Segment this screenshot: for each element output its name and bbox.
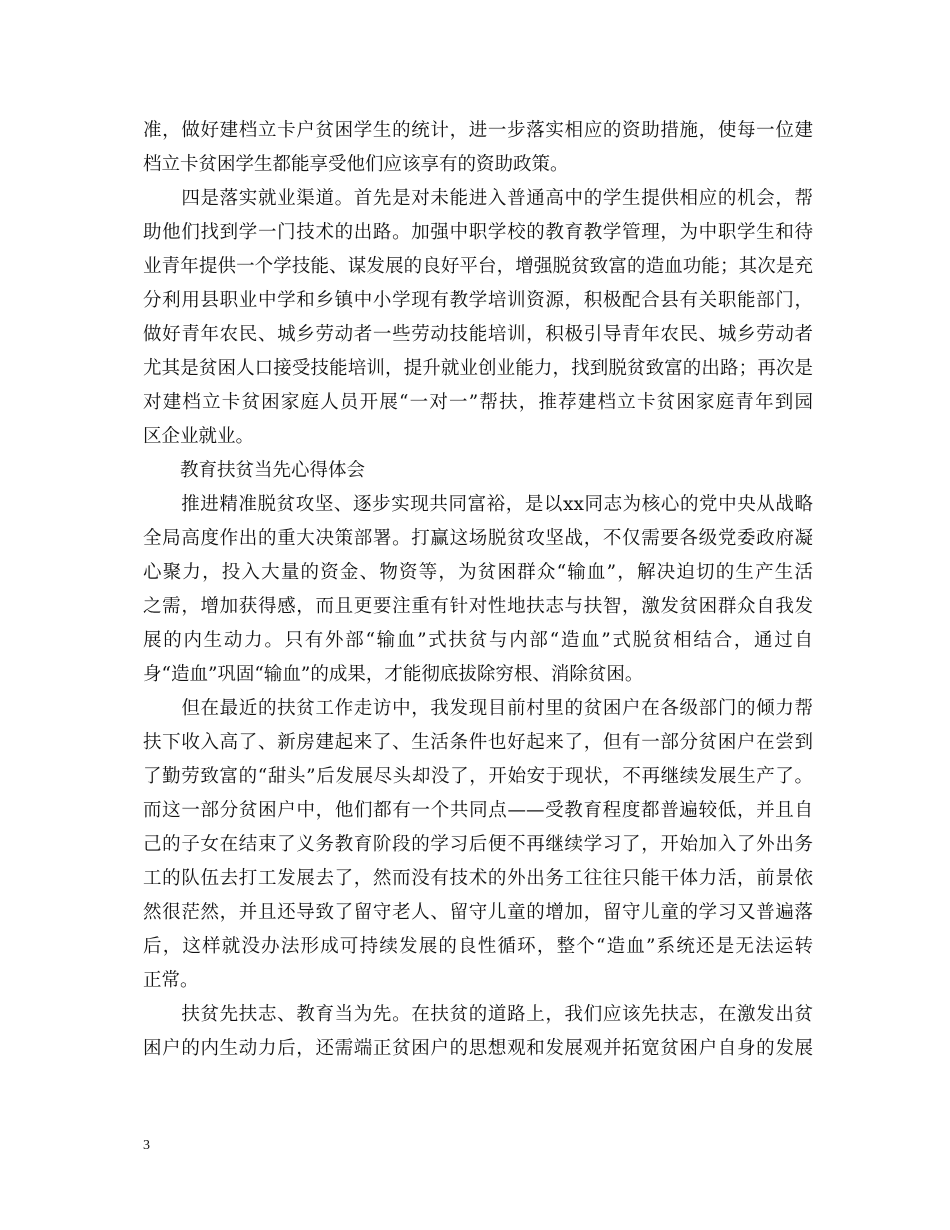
text-line: 扶贫先扶志、教育当为先。在扶贫的道路上，我们应该先扶志，在激发出贫 — [143, 1004, 813, 1025]
page-number: 3 — [143, 1138, 150, 1153]
text-line: 而这一部分贫困户中，他们都有一个共同点——受教育程度都普遍较低，并且自 — [143, 800, 813, 821]
text-line: 区企业就业。 — [143, 426, 255, 447]
text-line: 工的队伍去打工发展去了，然而没有技术的外出务工往往只能干体力活，前景依 — [143, 868, 813, 889]
text-line: 展的内生动力。只有外部“输血”式扶贫与内部“造血”式脱贫相结合，通过自 — [143, 630, 813, 651]
text-line: 心聚力，投入大量的资金、物资等，为贫困群众“输血”，解决迫切的生产生活 — [143, 562, 813, 583]
text-line: 业青年提供一个学技能、谋发展的良好平台，增强脱贫致富的造血功能；其次是充 — [143, 256, 813, 277]
text-line: 然很茫然，并且还导致了留守老人、留守儿童的增加，留守儿童的学习又普遍落 — [143, 902, 813, 923]
text-line: 助他们找到学一门技术的出路。加强中职学校的教育教学管理，为中职学生和待 — [143, 222, 813, 243]
text-line: 尤其是贫困人口接受技能培训，提升就业创业能力，找到脱贫致富的出路；再次是 — [143, 358, 813, 379]
text-line: 正常。 — [143, 970, 199, 991]
text-line: 全局高度作出的重大决策部署。打赢这场脱贫攻坚战，不仅需要各级党委政府凝 — [143, 528, 813, 549]
text-line: 分利用县职业中学和乡镇中小学现有教学培训资源，积极配合县有关职能部门， — [143, 290, 813, 311]
text-line: 己的子女在结束了义务教育阶段的学习后便不再继续学习了，开始加入了外出务 — [143, 834, 813, 855]
text-line: 对建档立卡贫困家庭人员开展“一对一”帮扶，推荐建档立卡贫困家庭青年到园 — [143, 392, 813, 413]
text-line: 但在最近的扶贫工作走访中，我发现目前村里的贫困户在各级部门的倾力帮 — [143, 698, 813, 719]
text-line: 推进精准脱贫攻坚、逐步实现共同富裕，是以xx同志为核心的党中央从战略 — [143, 494, 813, 515]
text-line: 身“造血”巩固“输血”的成果，才能彻底拔除穷根、消除贫困。 — [143, 664, 644, 685]
text-line: 困户的内生动力后，还需端正贫困户的思想观和发展观并拓宽贫困户自身的发展 — [143, 1038, 813, 1059]
text-line: 准，做好建档立卡户贫困学生的统计，进一步落实相应的资助措施，使每一位建 — [143, 120, 813, 141]
section-heading: 教育扶贫当先心得体会 — [143, 460, 366, 481]
text-line: 之需，增加获得感，而且更要注重有针对性地扶志与扶智，激发贫困群众自我发 — [143, 596, 813, 617]
text-line: 扶下收入高了、新房建起来了、生活条件也好起来了，但有一部分贫困户在尝到 — [143, 732, 813, 753]
text-line: 了勤劳致富的“甜头”后发展尽头却没了，开始安于现状，不再继续发展生产了。 — [143, 766, 813, 787]
text-line: 档立卡贫困学生都能享受他们应该享有的资助政策。 — [143, 154, 569, 175]
text-line: 后，这样就没办法形成可持续发展的良性循环，整个“造血”系统还是无法运转 — [143, 936, 813, 957]
text-line: 四是落实就业渠道。首先是对未能进入普通高中的学生提供相应的机会，帮 — [143, 188, 813, 209]
text-line: 做好青年农民、城乡劳动者一些劳动技能培训，积极引导青年农民、城乡劳动者 — [143, 324, 813, 345]
